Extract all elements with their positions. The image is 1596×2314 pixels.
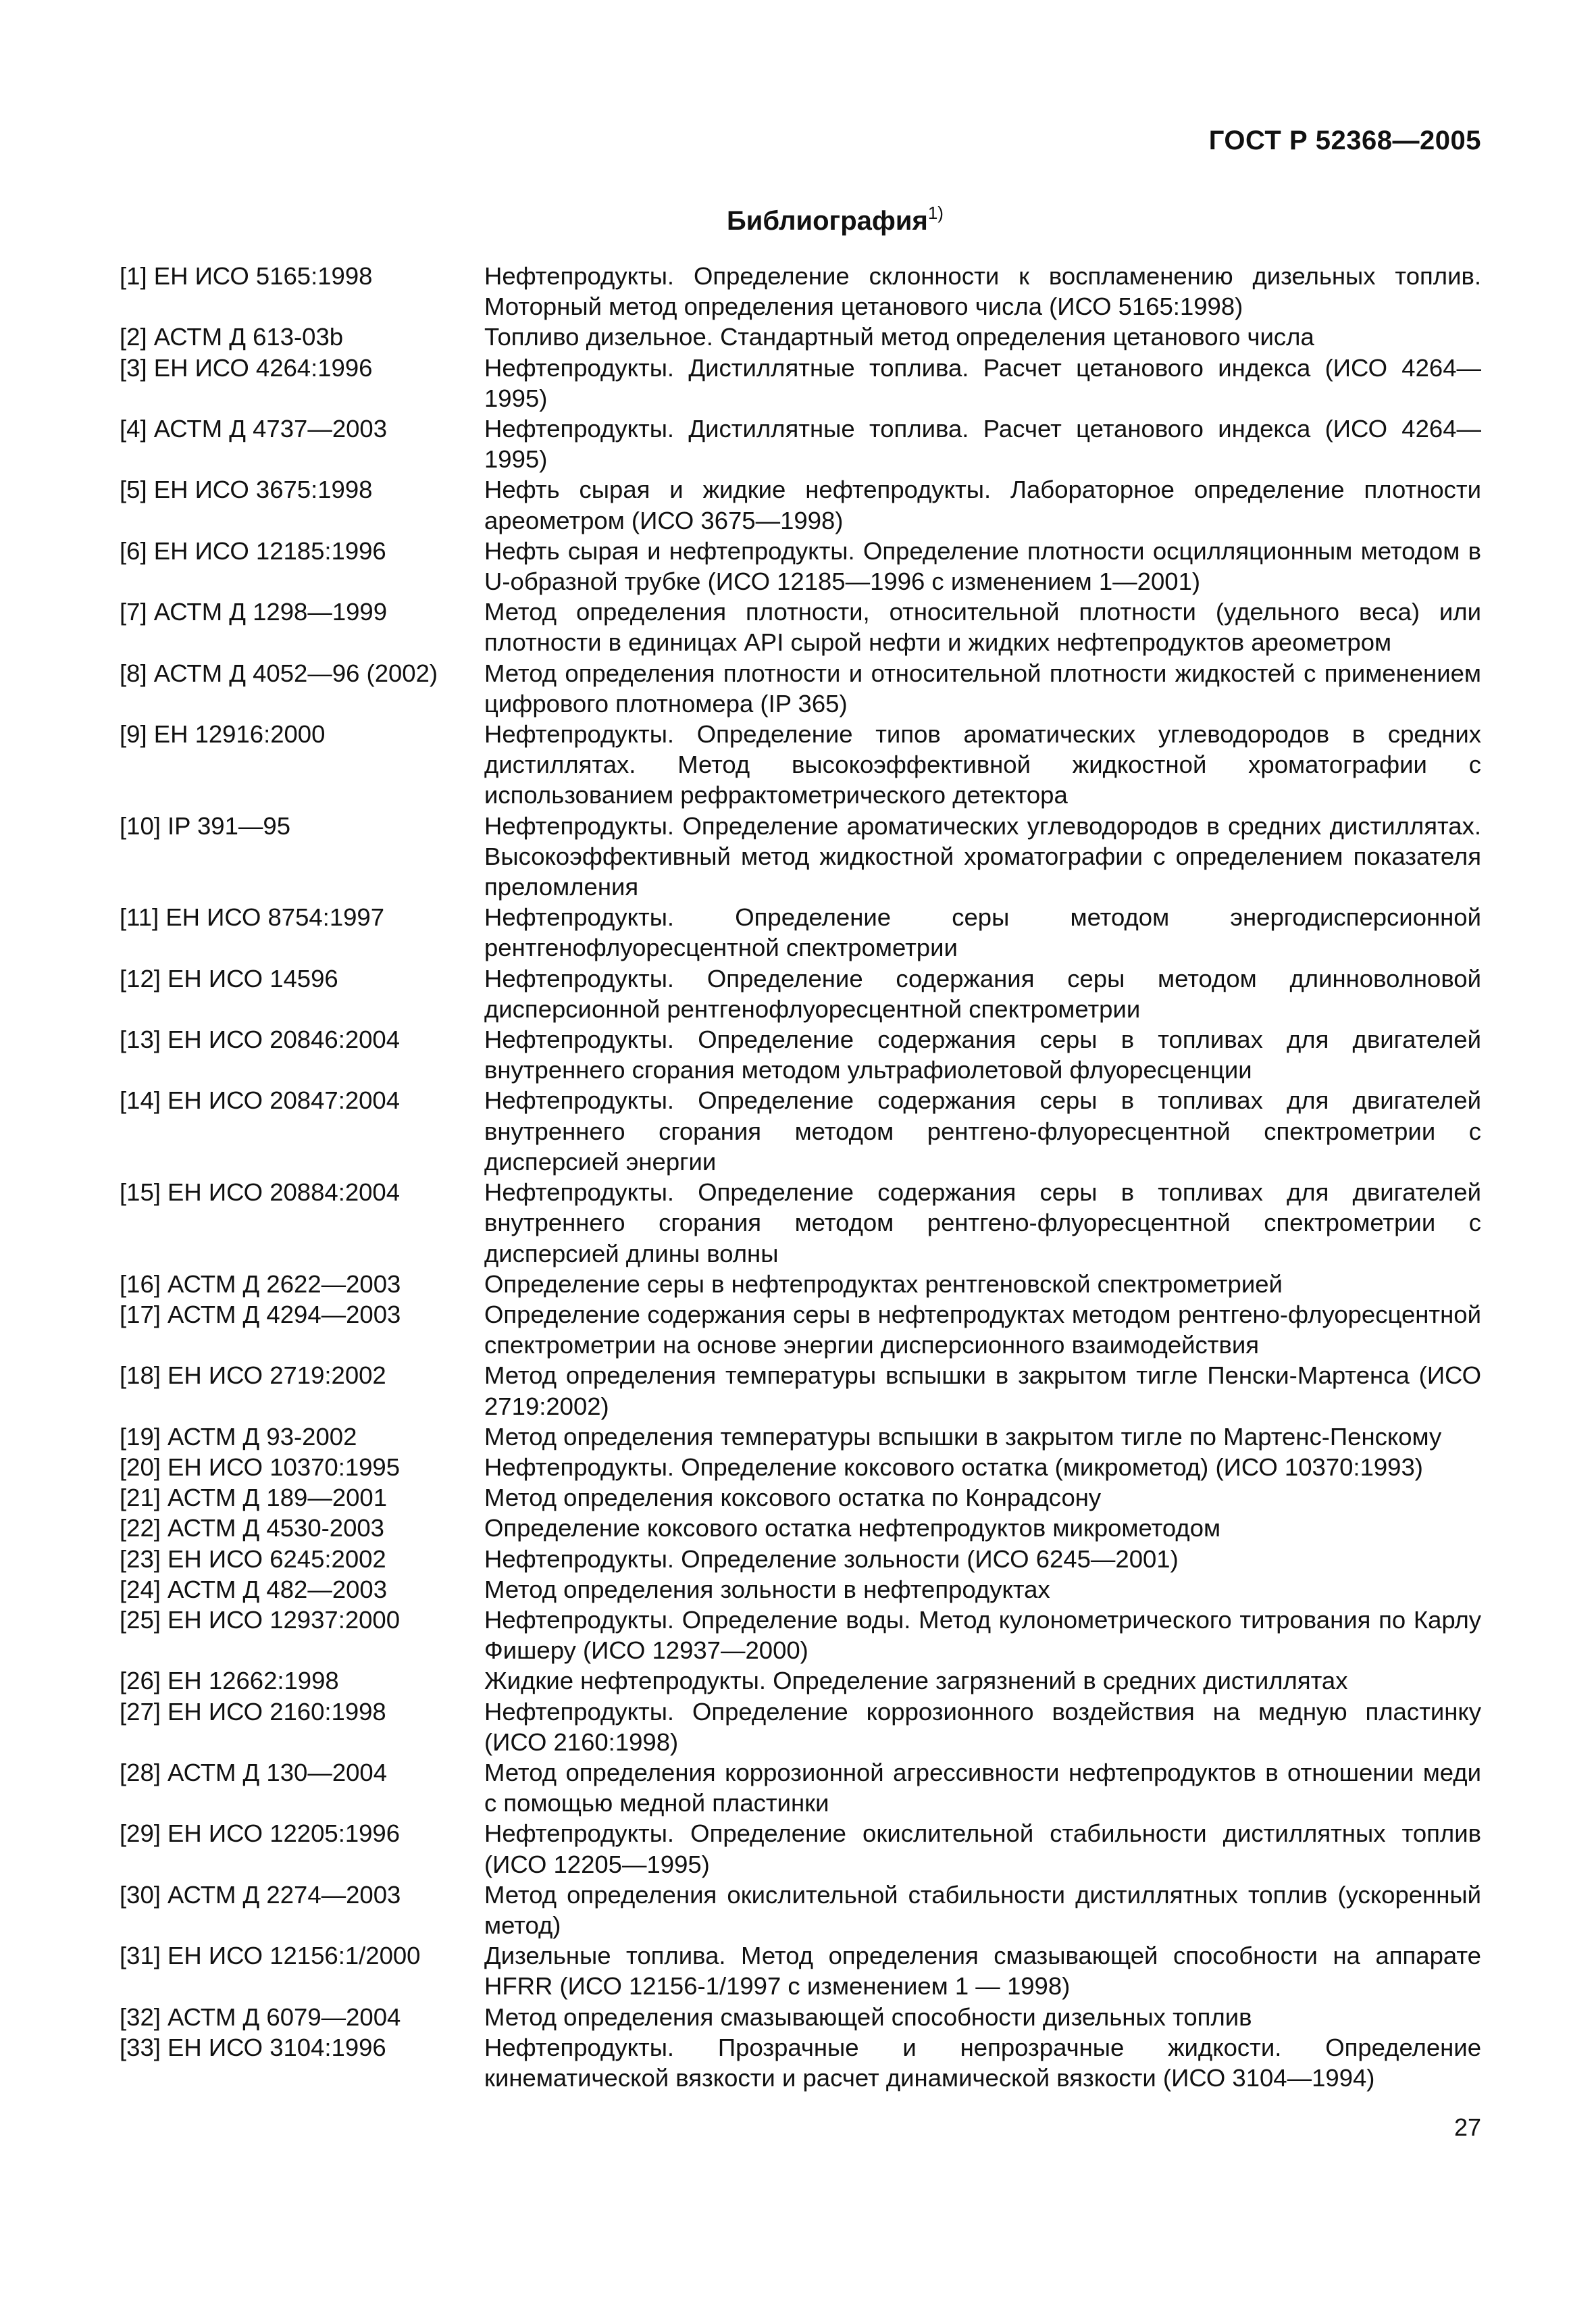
entry-reference: [7] АСТМ Д 1298—1999: [120, 598, 388, 626]
entry-description: Нефтепродукты. Определение ароматических углеводородов в средних дистиллятах. Высокоэффективный метод жидкостной хроматографии с определением показателя преломления: [484, 811, 1481, 901]
entry-description: Метод определения зольности в нефтепродуктах: [484, 1575, 1050, 1603]
entry-reference: [10] IP 391—95: [120, 811, 290, 840]
entry-description: Нефтепродукты. Прозрачные и непрозрачные жидкости. Определение кинематической вязкости и расчет динамической вязкости (ИСО 3104—1994): [484, 2033, 1481, 2092]
bibliography-entry: [120, 1696, 1481, 1757]
entry-reference: [21] АСТМ Д 189—2001: [120, 1484, 388, 1512]
entry-description: Метод определения коррозионной агрессивности нефтепродуктов в отношении меди с помощью медной пластинки: [484, 1758, 1481, 1817]
bibliography-entry: [120, 353, 1481, 413]
entry-reference: [3] ЕН ИСО 4264:1996: [120, 353, 373, 382]
entry-description: Нефтепродукты. Определение содержания серы в топливах для двигателей внутреннего сгорания методом рентгено-флуоресцентной спектрометрии с дисперсией длины волны: [484, 1178, 1481, 1267]
bibliography-entry: [120, 1665, 1481, 1696]
entry-reference: [6] ЕН ИСО 12185:1996: [120, 536, 386, 565]
bibliography-list: [120, 261, 1481, 2093]
bibliography-entry: [120, 963, 1481, 1024]
entry-description: Определение содержания серы в нефтепродуктах методом рентгено-флуоресцентной спектрометрии на основе энергии дисперсионного взаимодействия: [484, 1300, 1481, 1359]
entry-reference: [29] ЕН ИСО 12205:1996: [120, 1819, 401, 1848]
entry-description: Нефтепродукты. Определение содержания серы методом длинноволновой дисперсионной рентгенофлуоресцентной спектрометрии: [484, 964, 1481, 1023]
bibliography-entry: [120, 1177, 1481, 1269]
bibliography-entry: [120, 658, 1481, 719]
bibliography-title: [0, 203, 1596, 236]
entry-reference: [20] ЕН ИСО 10370:1995: [120, 1453, 401, 1481]
entry-reference: [15] ЕН ИСО 20884:2004: [120, 1178, 401, 1207]
entry-reference: [1] ЕН ИСО 5165:1998: [120, 262, 373, 290]
bibliography-entry: [120, 322, 1481, 352]
entry-reference: [33] ЕН ИСО 3104:1996: [120, 2033, 386, 2061]
entry-description: Нефтепродукты. Определение содержания серы в топливах для двигателей внутреннего сгорания методом ультрафиолетовой флуоресценции: [484, 1026, 1481, 1084]
bibliography-entry: [120, 2032, 1481, 2093]
bibliography-entry: [120, 474, 1481, 535]
bibliography-entry: [120, 261, 1481, 322]
bibliography-title-text: Библиография: [727, 206, 928, 236]
bibliography-entry: [120, 1757, 1481, 1818]
entry-reference: [25] ЕН ИСО 12937:2000: [120, 1605, 401, 1634]
bibliography-entry: [120, 1452, 1481, 1482]
entry-description: Метод определения коксового остатка по Конрадсону: [484, 1484, 1102, 1512]
bibliography-entry: [120, 597, 1481, 657]
entry-description: Топливо дизельное. Стандартный метод определения цетанового числа: [484, 323, 1314, 351]
entry-description: Нефть сырая и нефтепродукты. Определение плотности осцилляционным методом в U-образной трубке (ИСО 12185—1996 с изменением 1—2001): [484, 536, 1481, 596]
bibliography-entry: [120, 1605, 1481, 1665]
entry-description: Нефтепродукты. Определение коксового остатка (микрометод) (ИСО 10370:1993): [484, 1453, 1423, 1481]
entry-description: Нефть сырая и жидкие нефтепродукты. Лабораторное определение плотности ареометром (ИСО 3675—1998): [484, 476, 1481, 534]
entry-description: Метод определения температуры вспышки в закрытом тигле по Мартенс-Пенскому: [484, 1422, 1442, 1451]
bibliography-entry: [120, 1513, 1481, 1543]
footnote-mark: 1): [927, 203, 944, 223]
entry-reference: [12] ЕН ИСО 14596: [120, 964, 338, 992]
entry-description: Нефтепродукты. Определение зольности (ИСО 6245—2001): [484, 1544, 1179, 1573]
entry-description: Нефтепродукты. Определение серы методом энергодисперсионной рентгенофлуоресцентной спектрометрии: [484, 903, 1481, 962]
entry-reference: [26] ЕН 12662:1998: [120, 1667, 339, 1695]
bibliography-entry: [120, 1299, 1481, 1360]
bibliography-entry: [120, 1940, 1481, 2001]
entry-reference: [17] АСТМ Д 4294—2003: [120, 1300, 401, 1328]
entry-description: Нефтепродукты. Определение склонности к воспламенению дизельных топлив. Моторный метод определения цетанового числа (ИСО 5165:1998): [484, 262, 1481, 321]
bibliography-entry: [120, 902, 1481, 963]
entry-reference: [19] АСТМ Д 93-2002: [120, 1422, 357, 1451]
entry-description: Метод определения плотности, относительной плотности (удельного веса) или плотности в единицах API сырой нефти и жидких нефтепродуктов ареометром: [484, 598, 1481, 657]
entry-description: Дизельные топлива. Метод определения смазывающей способности на аппарате HFRR (ИСО 12156-1/1997 с изменением 1 — 1998): [484, 1942, 1481, 2001]
entry-description: Метод определения плотности и относительной плотности жидкостей с применением цифрового плотномера (IP 365): [484, 659, 1481, 718]
bibliography-entry: [120, 1880, 1481, 1940]
entry-description: Нефтепродукты. Определение окислительной стабильности дистиллятных топлив (ИСО 12205—1995): [484, 1819, 1481, 1878]
standard-header: ГОСТ Р 52368—2005: [1208, 126, 1481, 155]
bibliography-entry: [120, 1818, 1481, 1879]
entry-description: Метод определения температуры вспышки в закрытом тигле Пенски-Мартенса (ИСО 2719:2002): [484, 1361, 1481, 1420]
entry-description: Метод определения смазывающей способности дизельных топлив: [484, 2003, 1252, 2031]
bibliography-entry: [120, 536, 1481, 597]
bibliography-entry: [120, 413, 1481, 474]
entry-description: Нефтепродукты. Определение коррозионного воздействия на медную пластинку (ИСО 2160:1998): [484, 1697, 1481, 1756]
bibliography-entry: [120, 1360, 1481, 1421]
entry-description: Нефтепродукты. Определение типов ароматических углеводородов в средних дистиллятах. Метод высокоэффективной жидкостной хроматографии с использованием рефрактометрического детектора: [484, 720, 1481, 809]
entry-description: Метод определения окислительной стабильности дистиллятных топлив (ускоренный метод): [484, 1880, 1481, 1939]
entry-reference: [22] АСТМ Д 4530-2003: [120, 1514, 384, 1542]
entry-reference: [13] ЕН ИСО 20846:2004: [120, 1026, 401, 1054]
entry-reference: [5] ЕН ИСО 3675:1998: [120, 476, 373, 504]
bibliography-entry: [120, 1269, 1481, 1299]
entry-reference: [30] АСТМ Д 2274—2003: [120, 1880, 401, 1909]
entry-reference: [28] АСТМ Д 130—2004: [120, 1758, 388, 1786]
entry-reference: [32] АСТМ Д 6079—2004: [120, 2003, 401, 2031]
entry-reference: [14] ЕН ИСО 20847:2004: [120, 1086, 401, 1115]
entry-description: Нефтепродукты. Определение воды. Метод кулонометрического титрования по Карлу Фишеру (ИСО 12937—2000): [484, 1605, 1481, 1665]
bibliography-entry: [120, 1544, 1481, 1574]
bibliography-entry: [120, 1422, 1481, 1452]
bibliography-entry: [120, 1482, 1481, 1513]
bibliography-entry: [120, 719, 1481, 811]
entry-description: Определение серы в нефтепродуктах рентгеновской спектрометрией: [484, 1269, 1283, 1298]
entry-reference: [9] ЕН 12916:2000: [120, 720, 326, 749]
entry-reference: [27] ЕН ИСО 2160:1998: [120, 1697, 386, 1726]
entry-reference: [18] ЕН ИСО 2719:2002: [120, 1361, 386, 1390]
entry-reference: [24] АСТМ Д 482—2003: [120, 1575, 388, 1603]
bibliography-entry: [120, 1085, 1481, 1177]
entry-reference: [23] ЕН ИСО 6245:2002: [120, 1544, 386, 1573]
entry-reference: [31] ЕН ИСО 12156:1/2000: [120, 1942, 421, 1970]
entry-description: Нефтепродукты. Определение содержания серы в топливах для двигателей внутреннего сгорания методом рентгено-флуоресцентной спектрометрии с дисперсией энергии: [484, 1086, 1481, 1176]
entry-description: Жидкие нефтепродукты. Определение загрязнений в средних дистиллятах: [484, 1667, 1348, 1695]
page-number: 27: [1453, 2113, 1481, 2141]
bibliography-entry: [120, 2002, 1481, 2032]
entry-reference: [4] АСТМ Д 4737—2003: [120, 415, 388, 443]
entry-reference: [16] АСТМ Д 2622—2003: [120, 1269, 401, 1298]
entry-reference: [2] АСТМ Д 613-03b: [120, 323, 344, 351]
bibliography-entry: [120, 811, 1481, 903]
entry-description: Нефтепродукты. Дистиллятные топлива. Расчет цетанового индекса (ИСО 4264—1995): [484, 415, 1481, 474]
entry-reference: [8] АСТМ Д 4052—96 (2002): [120, 659, 438, 687]
bibliography-entry: [120, 1574, 1481, 1605]
entry-reference: [11] ЕН ИСО 8754:1997: [120, 903, 385, 932]
entry-description: Определение коксового остатка нефтепродуктов микрометодом: [484, 1514, 1221, 1542]
bibliography-entry: [120, 1024, 1481, 1085]
entry-description: Нефтепродукты. Дистиллятные топлива. Расчет цетанового индекса (ИСО 4264—1995): [484, 353, 1481, 412]
